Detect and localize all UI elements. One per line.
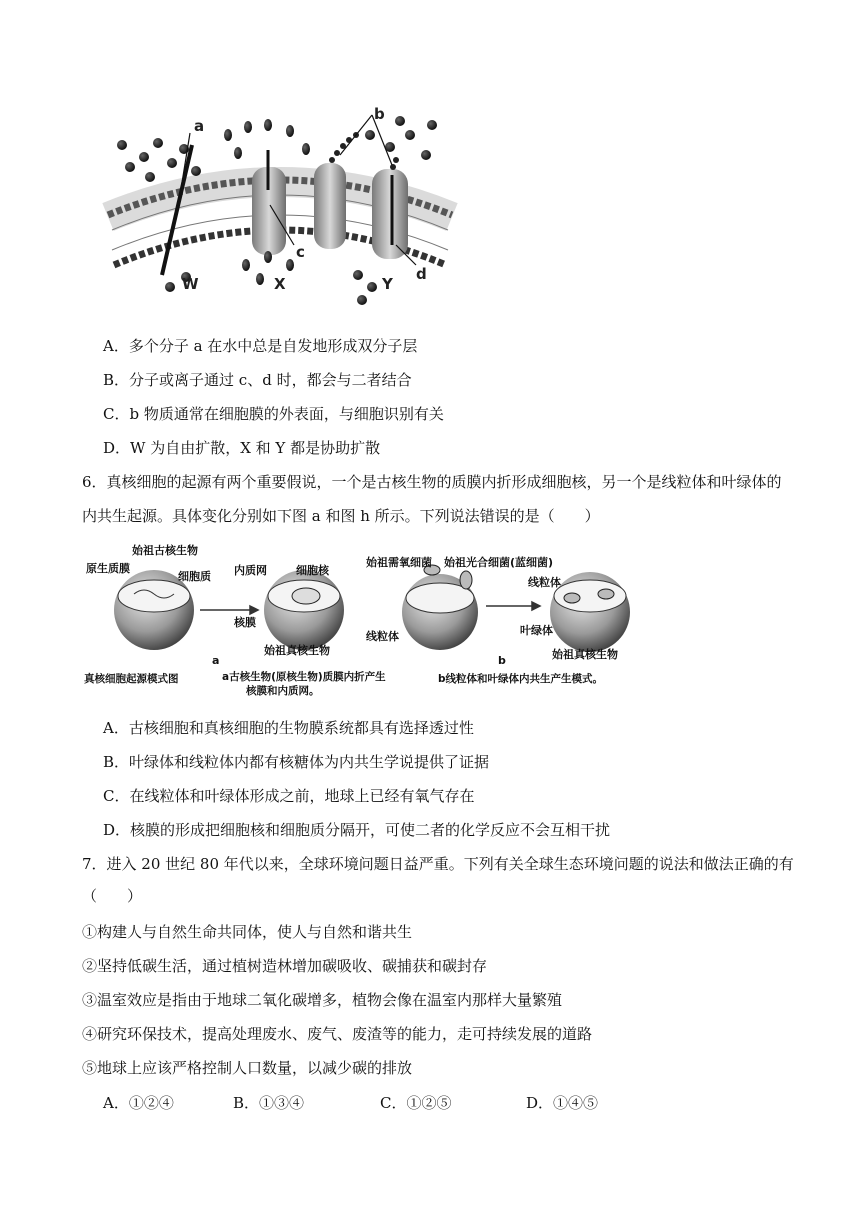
label-photosynthetic-bacteria: 始祖光合细菌(蓝细菌) <box>444 556 554 569</box>
q7-choice-d: D．①④⑤ <box>526 1094 599 1112</box>
figure-title: 真核细胞起源模式图 <box>84 673 179 685</box>
label-x: X <box>274 275 286 293</box>
label-aerobic-bacteria: 始祖需氧细菌 <box>366 556 432 569</box>
eukaryote-cell-b <box>550 572 630 652</box>
label-w: W <box>182 275 199 293</box>
label-cytoplasm: 细胞质 <box>178 570 211 583</box>
q7-statement-1: ①构建人与自然生命共同体，使人与自然和谐共生 <box>82 923 413 941</box>
caption-b: b线粒体和叶绿体内共生产生模式。 <box>438 673 604 685</box>
q6-stem-line1: 6．真核细胞的起源有两个重要假说，一个是古核生物的质膜内折形成细胞核，另一个是线粒体和叶绿体的 <box>82 473 782 491</box>
q6-option-d: D．核膜的形成把细胞核和细胞质分隔开，可使二者的化学反应不会互相干扰 <box>103 821 611 839</box>
q6-option-b: B．叶绿体和线粒体内都有核糖体为内共生学说提供了证据 <box>103 753 490 771</box>
q6-stem-line2: 内共生起源。具体变化分别如下图 a 和图 h 所示。下列说法错误的是（ ） <box>82 507 600 525</box>
label-d: d <box>416 265 427 283</box>
q7-choice-c: C．①②⑤ <box>380 1094 452 1112</box>
q7-choice-b: B．①③④ <box>233 1094 305 1112</box>
glycoprotein <box>314 163 346 249</box>
eukaryote-origin-figure <box>82 536 642 697</box>
label-er: 内质网 <box>234 564 267 577</box>
cell-membrane-figure <box>100 105 460 305</box>
label-y: Y <box>382 275 393 293</box>
q5-option-c: C．b 物质通常在细胞膜的外表面，与细胞识别有关 <box>103 405 444 423</box>
label-ancestor-eukaryote-1: 始祖真核生物 <box>264 644 330 657</box>
q7-stem-line1: 7．进入 20 世纪 80 年代以来，全球环境问题日益严重。下列有关全球生态环境问题的说法和做法正确的有 <box>82 855 794 873</box>
q6-option-a: A．古核细胞和真核细胞的生物膜系统都具有选择透过性 <box>103 719 474 737</box>
label-a-marker: a <box>212 654 220 667</box>
q5-option-d: D．W 为自由扩散，X 和 Y 都是协助扩散 <box>103 439 381 457</box>
archaea-with-bacteria-cell <box>402 565 478 650</box>
label-ancestor-archaea: 始祖古核生物 <box>132 544 198 557</box>
q5-option-a: A．多个分子 a 在水中总是自发地形成双分子层 <box>103 337 418 355</box>
q7-statement-3: ③温室效应是指由于地球二氧化碳增多，植物会像在温室内那样大量繁殖 <box>82 991 563 1009</box>
q5-option-b: B．分子或离子通过 c、d 时，都会与二者结合 <box>103 371 412 389</box>
eukaryote-cell-a <box>264 570 344 650</box>
q7-statement-5: ⑤地球上应该严格控制人口数量，以减少碳的排放 <box>82 1059 413 1077</box>
q7-statement-4: ④研究环保技术，提高处理废水、废气、废渣等的能力，走可持续发展的道路 <box>82 1025 593 1043</box>
q6-option-c: C．在线粒体和叶绿体形成之前，地球上已经有氧气存在 <box>103 787 475 805</box>
q7-choice-a: A．①②④ <box>103 1094 174 1112</box>
caption-a-line1: a古核生物(原核生物)质膜内折产生 <box>222 671 386 683</box>
label-nucleus: 细胞核 <box>296 564 329 577</box>
label-nuclear-envelope: 核膜 <box>234 616 256 629</box>
carrier-protein-d <box>372 169 408 259</box>
caption-a-line2: 核膜和内质网。 <box>246 685 320 697</box>
q7-stem-line2: （ ） <box>82 887 143 905</box>
label-b: b <box>374 105 385 123</box>
label-mitochondrion-2: 线粒体 <box>366 630 399 643</box>
label-chloroplast: 叶绿体 <box>520 624 553 637</box>
label-a: a <box>194 117 205 135</box>
label-plasma-membrane: 原生质膜 <box>86 562 130 575</box>
label-c: c <box>296 243 305 261</box>
q7-statement-2: ②坚持低碳生活，通过植树造林增加碳吸收、碳捕获和碳封存 <box>82 957 488 975</box>
label-b-marker: b <box>498 654 506 667</box>
label-ancestor-eukaryote-2: 始祖真核生物 <box>552 648 618 661</box>
label-mitochondrion-1: 线粒体 <box>528 576 561 589</box>
